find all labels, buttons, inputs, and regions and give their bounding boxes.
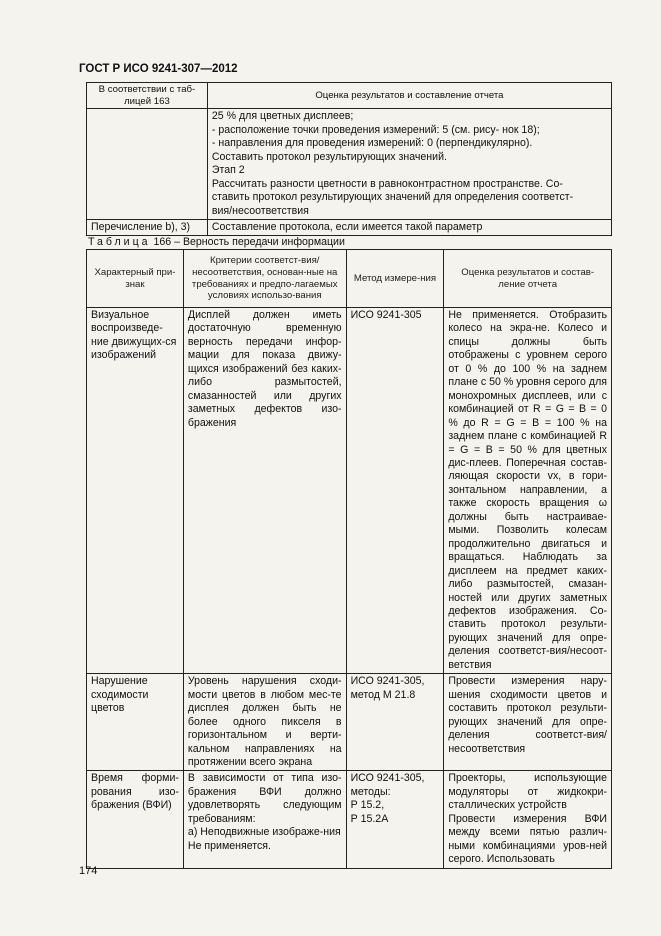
table-row bbox=[87, 771, 612, 868]
header-cell: Критерии соответст-вия/несоответствия, основан-ные на требованиях и предпо-лагаемых условиях использо-вания bbox=[183, 250, 346, 308]
text-line: Рассчитать разности цветности в равноконтрастном пространстве. Со- bbox=[211, 177, 563, 190]
fidelity-table bbox=[86, 249, 612, 869]
text-line: а) Неподвижные изображе-ния bbox=[187, 826, 341, 839]
header-cell: Характерный при-знак bbox=[87, 250, 184, 308]
table-header-row bbox=[87, 250, 612, 308]
table-cell bbox=[87, 109, 208, 220]
table-cell: Не применяется. Отобразить колесо на экра-не. Колесо и спицы должны быть отображены с уровнем серого от 0 % до 100 % на заднем плане с 50 % уровня серого для монохромных дисплеев, или с комбинацией от R = G = B = 0 % до R = G = B = 100 % на заднем плане с комбинацией R = G = B = 50 % для цветных дис-плеев. Поперечная состав-ляющая скорости vx, в гори-зонтальном направлении, а также скорость вращения ω должны быть настраивае-мыми. Позволить колесам продолжительно двигаться и вращаться. Наблюдать за дисплеем на предмет каких-либо размытостей, смазан-ностей или других заметных дефектов изображения. Со-ставить протокол результи-рующих значений для опре-деления соответст-вия/несоот-ветствия bbox=[444, 308, 612, 674]
text-line: Р 15.2А bbox=[350, 812, 389, 825]
table-header-row bbox=[87, 83, 612, 109]
table-cell: Перечисление b), 3) bbox=[87, 220, 208, 236]
text-line: Провести измерения ВФИ между всеми пятью различ-ными комбинациями уров-ней серого. Использовать bbox=[448, 812, 607, 866]
header-cell: Оценка результатов и состав-ление отчета bbox=[444, 250, 612, 308]
text-line: Р 15.2, bbox=[350, 799, 385, 812]
text-line: 25 % для цветных дисплеев; bbox=[211, 110, 354, 123]
text-line: В зависимости от типа изо-бражения ВФИ должно удовлетворять следующим требованиям: bbox=[187, 772, 342, 825]
table-cell: Уровень нарушения сходи-мости цветов в любом мес-те дисплея должен быть не более одного пикселя в горизонтальном и верти-кальном направлениях на протяжении всего экрана bbox=[183, 674, 346, 771]
table-row bbox=[87, 308, 612, 674]
table-cell: Визуальное воспроизведе-ние движущих-ся изображений bbox=[87, 308, 184, 674]
table-caption bbox=[88, 236, 345, 248]
table-cell bbox=[207, 109, 611, 220]
continuation-table bbox=[86, 82, 612, 236]
text-line: Составить протокол результирующих значений. bbox=[211, 150, 447, 163]
text-line: методы: bbox=[350, 785, 391, 798]
text-line: ставить протокол результирующих значений для определения соответст- bbox=[211, 191, 574, 204]
table-cell: ИСО 9241-305 bbox=[346, 308, 444, 674]
header-cell: В соответствии с таб-лицей 163 bbox=[87, 83, 208, 109]
table-row bbox=[87, 220, 612, 236]
text-line: - расположение точки проведения измерений: 5 (см. рису- нок 18); bbox=[211, 123, 540, 136]
table-cell: Составление протокола, если имеется такой параметр bbox=[207, 220, 611, 236]
table-cell: Время форми-рования изо-бражения (ВФИ) bbox=[87, 771, 184, 868]
text-line: - направления для проведения измерений: 0 (перпендикулярно). bbox=[211, 137, 533, 150]
header-cell: Метод измере-ния bbox=[346, 250, 444, 308]
table-cell bbox=[444, 771, 612, 868]
table-row bbox=[87, 674, 612, 771]
table-cell: Провести измерения нару-шения сходимости цветов и составить протокол результи-рующих значений для опре-деления соответст-вия/несоответствия bbox=[444, 674, 612, 771]
text-line: Проекторы, использующие модуляторы от жидкокри-сталлических устройств bbox=[448, 772, 607, 812]
text-line: ИСО 9241-305, bbox=[350, 772, 425, 785]
table-cell bbox=[183, 771, 346, 868]
text-line: вия/несоответствия bbox=[211, 204, 309, 217]
caption-label: Таблица bbox=[88, 236, 151, 248]
text-line: Этап 2 bbox=[211, 164, 245, 177]
text-line: Не применяется. bbox=[187, 839, 271, 852]
header-cell: Оценка результатов и составление отчета bbox=[207, 83, 611, 109]
table-row bbox=[87, 109, 612, 220]
table-cell: Нарушение сходимости цветов bbox=[87, 674, 184, 771]
caption-text: 166 – Верность передачи информации bbox=[150, 236, 345, 248]
table-cell bbox=[346, 771, 444, 868]
table-cell: Дисплей должен иметь достаточную временную верность передачи инфор-мации для показа движу-щихся изображений без каких-либо размытостей, смазанностей или других заметных дефектов изо-бражения bbox=[183, 308, 346, 674]
page-number: 174 bbox=[79, 865, 98, 877]
document-header: ГОСТ Р ИСО 9241-307—2012 bbox=[79, 63, 238, 75]
table-cell: ИСО 9241-305, метод М 21.8 bbox=[346, 674, 444, 771]
